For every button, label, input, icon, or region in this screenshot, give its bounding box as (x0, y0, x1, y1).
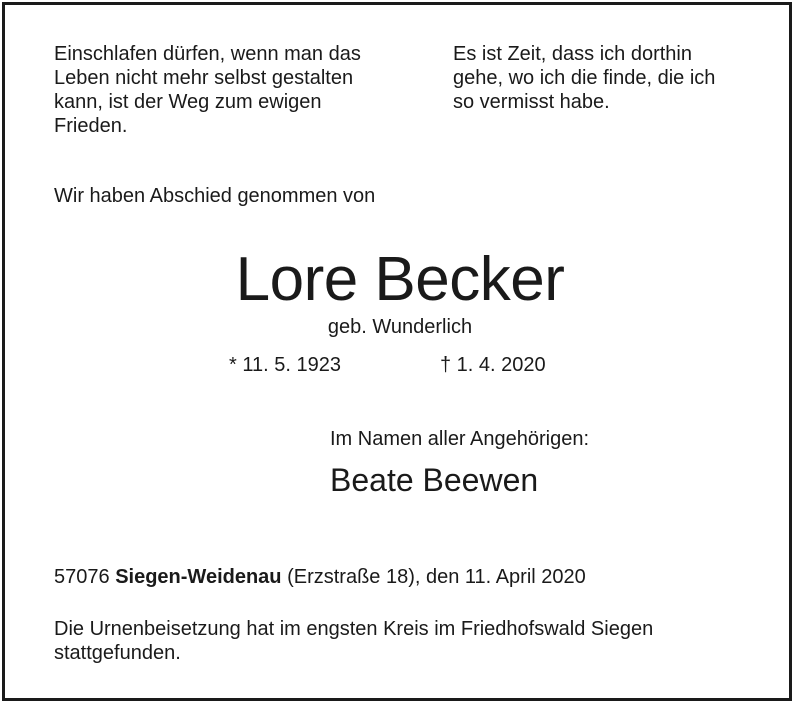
maiden-name: geb. Wunderlich (327, 316, 473, 338)
farewell-intro: Wir haben Abschied genommen von (54, 185, 376, 207)
city-name: Siegen-Weidenau (115, 566, 282, 588)
postal-code: 57076 (54, 566, 110, 588)
poem-left-line: Leben nicht mehr selbst gestalten (54, 67, 354, 89)
poem-right (453, 42, 715, 114)
poem-right-line: so vermisst habe. (453, 91, 610, 113)
poem-left-line: Frieden. (54, 115, 128, 137)
poem-right-line: Es ist Zeit, dass ich dorthin (453, 43, 692, 65)
poem-left-line: Einschlafen dürfen, wenn man das (54, 43, 361, 65)
poem-left (54, 42, 361, 138)
death-date: † 1. 4. 2020 (440, 354, 546, 376)
birth-date: * 11. 5. 1923 (229, 354, 341, 376)
deceased-name: Lore Becker (235, 245, 565, 314)
signer-name: Beate Beewen (330, 462, 539, 498)
on-behalf-line: Im Namen aller Angehörigen: (330, 428, 590, 450)
burial-note-line: Die Urnenbeisetzung hat im engsten Kreis im Friedhofswald Siegen (54, 618, 654, 640)
address-line (54, 566, 586, 589)
street-and-date: (Erzstraße 18), den 11. April 2020 (287, 566, 586, 588)
burial-note (54, 617, 653, 665)
poem-right-line: gehe, wo ich die finde, die ich (453, 67, 716, 89)
poem-left-line: kann, ist der Weg zum ewigen (54, 91, 322, 113)
burial-note-line: stattgefunden. (54, 642, 181, 664)
